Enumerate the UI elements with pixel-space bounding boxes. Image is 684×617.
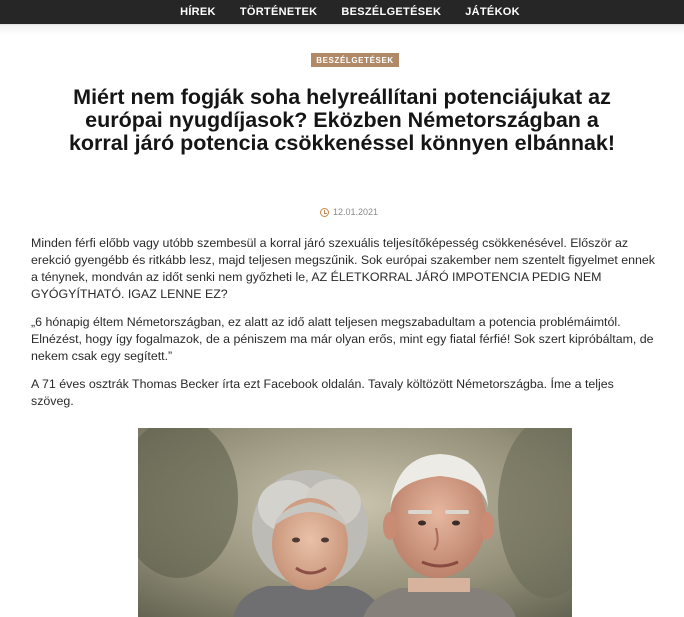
article-title: Miért nem fogják soha helyreállítani potenciájukat az európai nyugdíjasok? Eközben Németországban a korral járó potencia csökkenéssel könnyen elbánnak!	[68, 85, 616, 155]
nav-item-jatekok[interactable]: JÁTÉKOK	[465, 6, 520, 18]
nav-item-hirek[interactable]: HÍREK	[180, 6, 216, 18]
photo-illustration	[138, 428, 572, 617]
elderly-couple-photo	[138, 428, 572, 617]
publish-date: 12.01.2021	[332, 207, 379, 217]
category-badge[interactable]: BESZÉLGETÉSEK	[311, 53, 399, 67]
paragraph-author: A 71 éves osztrák Thomas Becker írta ezt Facebook oldalán. Tavaly költözött Németországba. Íme a teljes szöveg.	[31, 377, 614, 408]
paragraph-quote: „6 hónapig éltem Németországban, ez alatt az idő alatt teljesen megszabadultam a potencia problémáimtól. Elnézést, hogy így fogalmazok, de a péniszem ma már olyan erős, mint egy fiatal férfié! Sok szert kipróbáltam, de nekem csak egy segített.”	[31, 315, 654, 363]
article-meta	[0, 206, 684, 218]
article-body	[31, 235, 656, 421]
nav-item-beszelgetesek[interactable]: BESZÉLGETÉSEK	[341, 6, 442, 18]
article-card	[0, 24, 684, 617]
main-nav	[168, 0, 532, 24]
top-navigation-bar	[0, 0, 684, 24]
nav-item-tortenetek[interactable]: TÖRTÉNETEK	[239, 6, 318, 18]
clock-icon	[320, 208, 329, 217]
paragraph-intro: Minden férfi előbb vagy utóbb szembesül a korral járó szexuális teljesítőképesség csökkenésével. Először az erekció gyengébb és ritkább lesz, majd teljesen megszűnik. Sok európai szakember nem szentelt figyelmet ennek a ténynek, mondván az időt senki nem győzheti le, AZ ÉLETKORRAL JÁRÓ IMPOTENCIA PEDIG NEM GYÓGYÍTHATÓ. IGAZ LENNE EZ?	[31, 236, 655, 301]
